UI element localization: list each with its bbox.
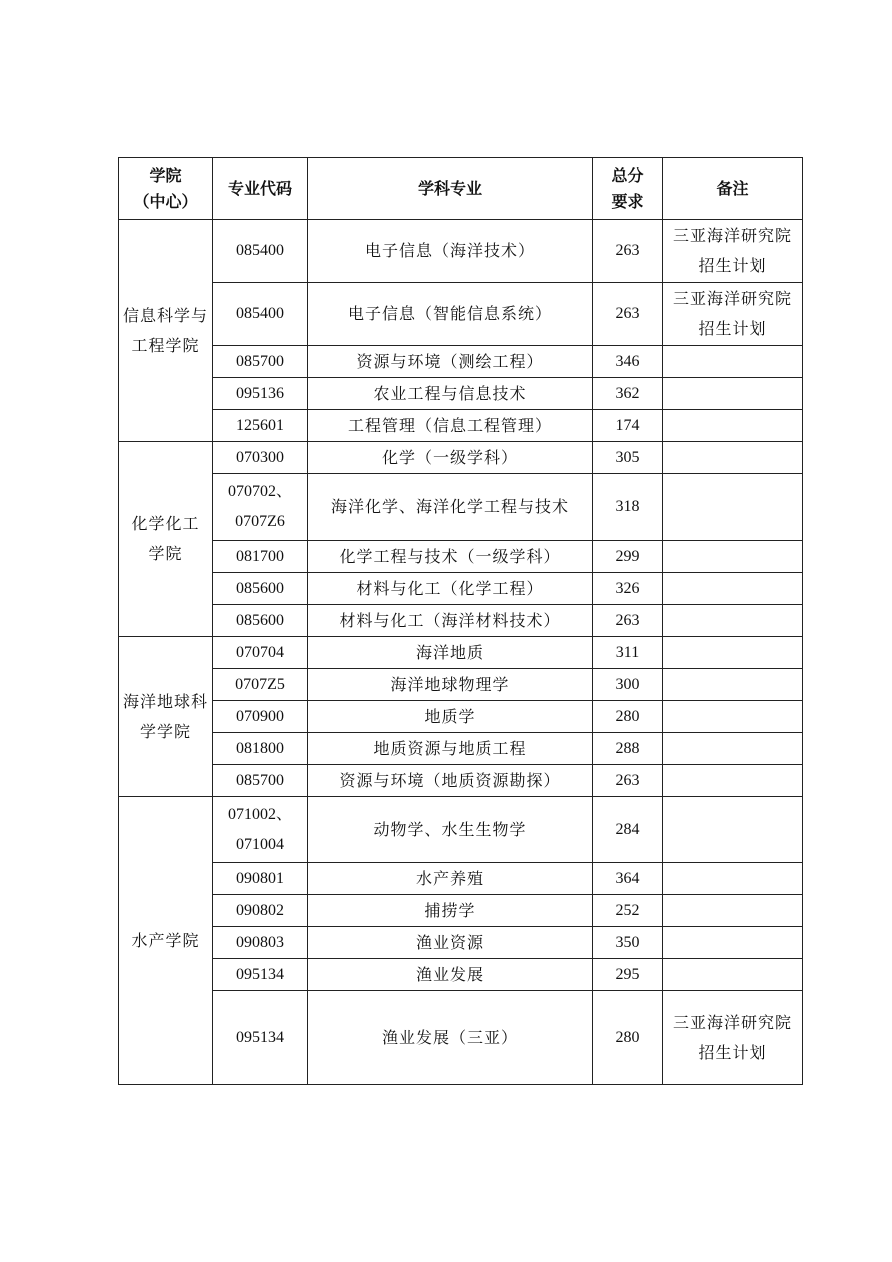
table-row: 085700 资源与环境（测绘工程） 346 (119, 346, 803, 378)
college-cell: 信息科学与 工程学院 (119, 220, 213, 442)
header-note: 备注 (663, 158, 803, 220)
table-row: 085400 电子信息（智能信息系统） 263 三亚海洋研究院 招生计划 (119, 283, 803, 346)
table-row: 水产学院 071002、 071004 动物学、水生生物学 284 (119, 797, 803, 863)
code-cell: 071002、 071004 (213, 797, 308, 863)
table-row: 095136 农业工程与信息技术 362 (119, 378, 803, 410)
note-cell: 三亚海洋研究院 招生计划 (663, 283, 803, 346)
table-row: 090801 水产养殖 364 (119, 863, 803, 895)
note-cell: 三亚海洋研究院 招生计划 (663, 991, 803, 1085)
table-row: 125601 工程管理（信息工程管理） 174 (119, 410, 803, 442)
table-row: 085600 材料与化工（化学工程） 326 (119, 573, 803, 605)
table-row: 0707Z5 海洋地球物理学 300 (119, 669, 803, 701)
header-major: 学科专业 (308, 158, 593, 220)
college-cell: 海洋地球科 学学院 (119, 637, 213, 797)
table-row: 095134 渔业发展（三亚） 280 三亚海洋研究院 招生计划 (119, 991, 803, 1085)
table-row: 化学化工 学院 070300 化学（一级学科） 305 (119, 442, 803, 474)
table-row: 085600 材料与化工（海洋材料技术） 263 (119, 605, 803, 637)
note-cell: 三亚海洋研究院 招生计划 (663, 220, 803, 283)
table-row: 095134 渔业发展 295 (119, 959, 803, 991)
code-cell: 070702、 0707Z6 (213, 474, 308, 541)
table-row: 081800 地质资源与地质工程 288 (119, 733, 803, 765)
table-row: 085700 资源与环境（地质资源勘探） 263 (119, 765, 803, 797)
header-code: 专业代码 (213, 158, 308, 220)
college-cell: 化学化工 学院 (119, 442, 213, 637)
header-score: 总分 要求 (593, 158, 663, 220)
header-row (119, 158, 803, 220)
college-cell: 水产学院 (119, 797, 213, 1085)
table-row: 090802 捕捞学 252 (119, 895, 803, 927)
table-row: 070900 地质学 280 (119, 701, 803, 733)
header-college: 学院 （中心） (119, 158, 213, 220)
table-row: 海洋地球科 学学院 070704 海洋地质 311 (119, 637, 803, 669)
table-row: 081700 化学工程与技术（一级学科） 299 (119, 541, 803, 573)
admission-score-table (118, 157, 803, 1085)
table-row: 信息科学与 工程学院 085400 电子信息（海洋技术） 263 三亚海洋研究院 招生计划 (119, 220, 803, 283)
table-row: 070702、 0707Z6 海洋化学、海洋化学工程与技术 318 (119, 474, 803, 541)
table-row: 090803 渔业资源 350 (119, 927, 803, 959)
